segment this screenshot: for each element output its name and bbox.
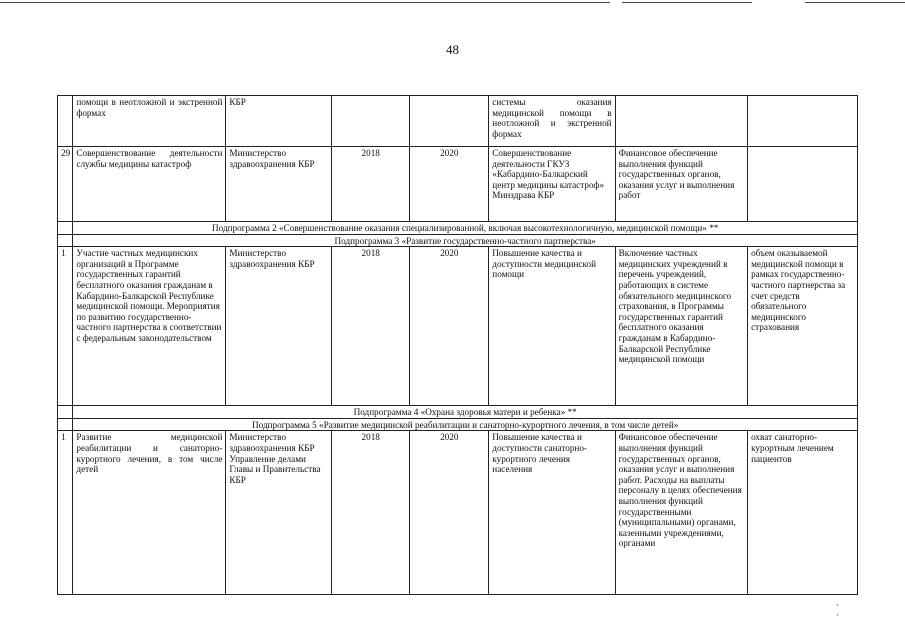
table-row-29 — [58, 147, 858, 222]
cell-expected-result: Совершенствование деятельности ГКУЗ «Кабардино-Балкарский центр медицины катастроф» Минздрава КБР — [489, 147, 615, 222]
subprogram-row-3 — [58, 234, 858, 247]
cell-end-year: 2020 — [410, 147, 489, 222]
cell-indicator — [748, 96, 858, 147]
subprogram-row-2 — [58, 222, 858, 235]
cell-executor: КБР — [226, 96, 332, 147]
cell-start-year: 2018 — [332, 147, 410, 222]
scan-marks: · · — [836, 600, 869, 620]
cell-executor: Министерство здравоохранения КБР — [226, 247, 332, 406]
top-rule-right — [805, 2, 905, 3]
subprogram-3-title: Подпрограмма 3 «Развитие государственно-частного партнерства» — [73, 234, 858, 247]
cell-measure-name: помощи в неотложной и экстренной формах — [73, 96, 226, 147]
cell-num — [58, 406, 73, 419]
cell-expected-result: Повышение качества и доступности медицинской помощи — [489, 247, 615, 406]
cell-end-year: 2020 — [410, 247, 489, 406]
top-rule-left — [0, 2, 610, 3]
subprogram-5-title: Подпрограмма 5 «Развитие медицинской реабилитации и санаторно-курортного лечения, в том числе детей» — [73, 418, 858, 431]
cell-measure-name: Участие частных медицинских организаций в Программе государственных гарантий бесплатного оказания гражданам в Кабардино-Балкарской Республике медицинской помощи. Мероприятия по развитию государственно-частного партнерства в соответствии с федеральным законодательством — [73, 247, 226, 406]
cell-expected-result: системы оказания медицинской помощи в неотложной и экстренной формах — [489, 96, 615, 147]
subprogram-2-title: Подпрограмма 2 «Совершенствование оказания специализированной, включая высокотехнологичную, медицинской помощи» ** — [73, 222, 858, 235]
cell-end-year — [410, 96, 489, 147]
cell-measure-name: Совершенствование деятельности службы медицины катастроф — [73, 147, 226, 222]
cell-num: 1 — [58, 247, 73, 406]
subprogram-4-title: Подпрограмма 4 «Охрана здоровья матери и ребенка» ** — [73, 406, 858, 419]
cell-start-year: 2018 — [332, 247, 410, 406]
top-rule-middle — [622, 2, 752, 3]
table-row-continuation — [58, 96, 858, 147]
cell-expected-result: Повышение качества и доступности санаторно-курортного лечения населения — [489, 431, 615, 595]
cell-executor: Министерство здравоохранения КБР Управление делами Главы и Правительства КБР — [226, 431, 332, 595]
cell-start-year: 2018 — [332, 431, 410, 595]
cell-num: 1 — [58, 431, 73, 595]
cell-start-year — [332, 96, 410, 147]
subprogram-row-5 — [58, 418, 858, 431]
cell-num — [58, 222, 73, 235]
cell-num — [58, 418, 73, 431]
cell-num: 29 — [58, 147, 73, 222]
cell-content: Финансовое обеспечение выполнения функций государственных органов, оказания услуг и выполнения работ — [615, 147, 747, 222]
cell-content — [615, 96, 747, 147]
program-measures-table — [57, 95, 858, 595]
cell-measure-name: Развитие медицинской реабилитации и санаторно-курортного лечения, в том числе детей — [73, 431, 226, 595]
cell-indicator: охват санаторно-курортным лечением пациентов — [748, 431, 858, 595]
cell-num — [58, 96, 73, 147]
subprogram-row-4 — [58, 406, 858, 419]
table-row-1-subprogram-3 — [58, 247, 858, 406]
cell-content: Финансовое обеспечение выполнения функций государственных органов, оказания услуг и выполнения работ. Расходы на выплаты персоналу в целях обеспечения выполнения функций государственными (муниципальными) органами, казенными учреждениями, органами — [615, 431, 747, 595]
cell-content: Включение частных медицинских учреждений в перечень учреждений, работающих в системе обязательного медицинского страхования, в Программы государственных гарантий бесплатного оказания гражданам в Кабардино-Балкарской Республике медицинской помощи — [615, 247, 747, 406]
cell-end-year: 2020 — [410, 431, 489, 595]
table-row-1-subprogram-5 — [58, 431, 858, 595]
cell-executor: Министерство здравоохранения КБР — [226, 147, 332, 222]
cell-num — [58, 234, 73, 247]
cell-indicator — [748, 147, 858, 222]
cell-indicator: объем оказываемой медицинской помощи в рамках государственно-частного партнерства за счет средств обязательного медицинского страхования — [748, 247, 858, 406]
page-number: 48 — [446, 42, 459, 57]
